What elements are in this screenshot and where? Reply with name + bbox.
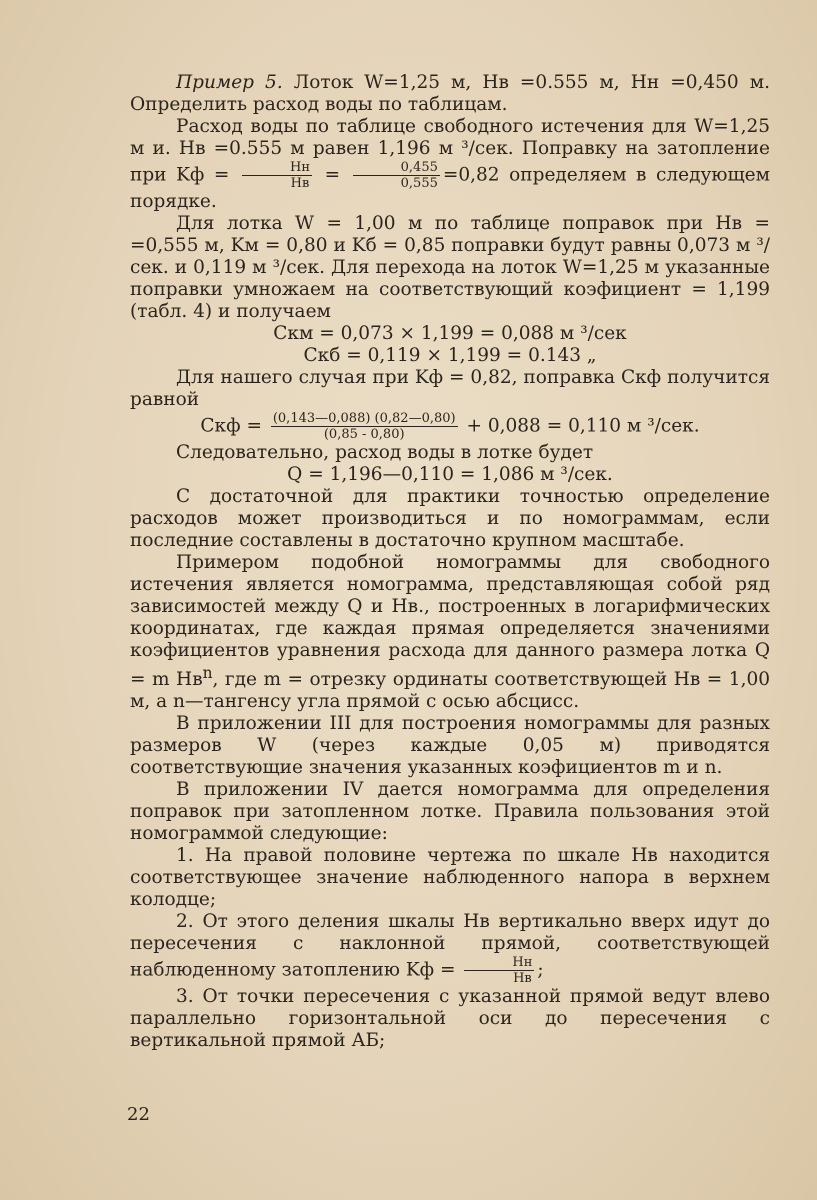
text-segment: 1. На правой половине чертежа по шкале Hв находится соответствующее значение наблюденного напора в верхнем колодце; [130, 845, 770, 911]
fraction-denominator: 0,555 [400, 176, 438, 191]
fraction [464, 955, 534, 986]
formula-line [130, 323, 770, 345]
page-number: 22 [127, 1104, 150, 1125]
formula-line [130, 464, 770, 486]
fraction [242, 160, 312, 191]
exponent: n [202, 664, 213, 682]
text-segment: Cкм = 0,073 × 1,199 = 0,088 м ³/сек [273, 323, 627, 344]
text-segment: Q = 1,196—0,110 = 1,086 м ³/сек. [287, 464, 613, 485]
formula-line [130, 345, 770, 367]
text-segment: С достаточной для практики точностью определение расходов может производиться и по номограммам, если последние составлены в достаточно крупном масштабе. [130, 486, 770, 551]
paragraph [130, 486, 770, 552]
paragraph [130, 213, 770, 323]
text-segment: Расход воды по таблице свободного истечения для W=1,25 м и. Hв =0.555 м равен 1,196 м ³/сек. Поправку на затопление при Kф = [130, 116, 770, 186]
text-segment: Для нашего случая при Kф = 0,82, поправка Cкф получится равной [130, 367, 770, 410]
fraction-numerator: Hн [464, 955, 534, 971]
fraction [353, 160, 440, 191]
text-segment: Примером подобной номограммы для свободного истечения является номограмма, представляющая собой ряд зависимостей между Q и Hв., построенных в логарифмических координатах, где каждая прямая определяется значениями коэфициентов уравнения расхода для данного размера лотка Q = m Hв [130, 552, 770, 691]
fraction-numerator: (0,143—0,088) (0,82—0,80) [272, 411, 456, 426]
example-heading: Пример 5. [176, 72, 283, 93]
text-segment: Для лотка W = 1,00 м по таблице поправок при Hв = =0,555 м, Kм = 0,80 и Kб = 0,85 поправки будут равны 0,073 м ³/сек. и 0,119 м ³/сек. Для перехода на лоток W=1,25 м указанные поправки умножаем на соответствующий коэфициент = 1,199 (табл. 4) и получаем [130, 213, 770, 322]
text-segment: , где m = отрезку ординаты соответствующей Hв = 1,00 м, а n—тангенсу угла прямой с осью абсцисс. [130, 669, 770, 713]
page-text [130, 72, 770, 1052]
fraction-numerator: 0,455 [353, 160, 440, 176]
formula-line [130, 411, 770, 442]
fraction-numerator: Hн [242, 160, 312, 176]
text-segment: 2. От этого деления шкалы Hв вертикально вверх идут до пересечения с наклонной прямой, соответствующей наблюденному затоплению Kф = [130, 911, 770, 981]
fraction [271, 411, 458, 442]
paragraph [130, 713, 770, 779]
text-segment: =0,82 определяем в следующем порядке. [130, 164, 771, 212]
paragraph [130, 845, 770, 911]
fraction-denominator: (0,85 - 0,80) [323, 427, 405, 442]
text-segment: В приложении IV дается номограмма для определения поправок при затопленном лотке. Правила пользования этой номограммой следующие: [130, 779, 770, 845]
paragraph [130, 552, 770, 713]
text-segment: 3. От точки пересечения с указанной прямой ведут влево параллельно горизонтальной оси до пересечения с вертикальной прямой АБ; [130, 986, 770, 1052]
text-segment: ; [537, 959, 544, 981]
paragraph [130, 72, 770, 116]
text-segment: Cкф = [200, 415, 268, 437]
paragraph [130, 986, 770, 1052]
text-segment: В приложении III для построения номограммы для разных размеров W (через каждые 0,05 м) приводятся соответствующие значения указанных коэфициентов m и n. [130, 713, 770, 779]
paragraph [130, 779, 770, 845]
paragraph [130, 116, 770, 213]
paragraph [130, 367, 770, 411]
fraction-denominator: Hв [513, 971, 532, 987]
text-segment: Следовательно, расход воды в лотке будет [176, 442, 594, 463]
text-segment: = [315, 164, 350, 186]
paragraph [130, 442, 770, 464]
text-segment: + 0,088 = 0,110 м ³/сек. [460, 415, 700, 437]
text-segment: Cкб = 0,119 × 1,199 = 0.143 „ [303, 345, 597, 366]
fraction-denominator: Hв [290, 176, 310, 191]
paragraph [130, 911, 770, 986]
text-segment: Лоток W=1,25 м, Hв =0.555 м, Hн =0,450 м. Определить расход воды по таблицам. [130, 72, 770, 115]
